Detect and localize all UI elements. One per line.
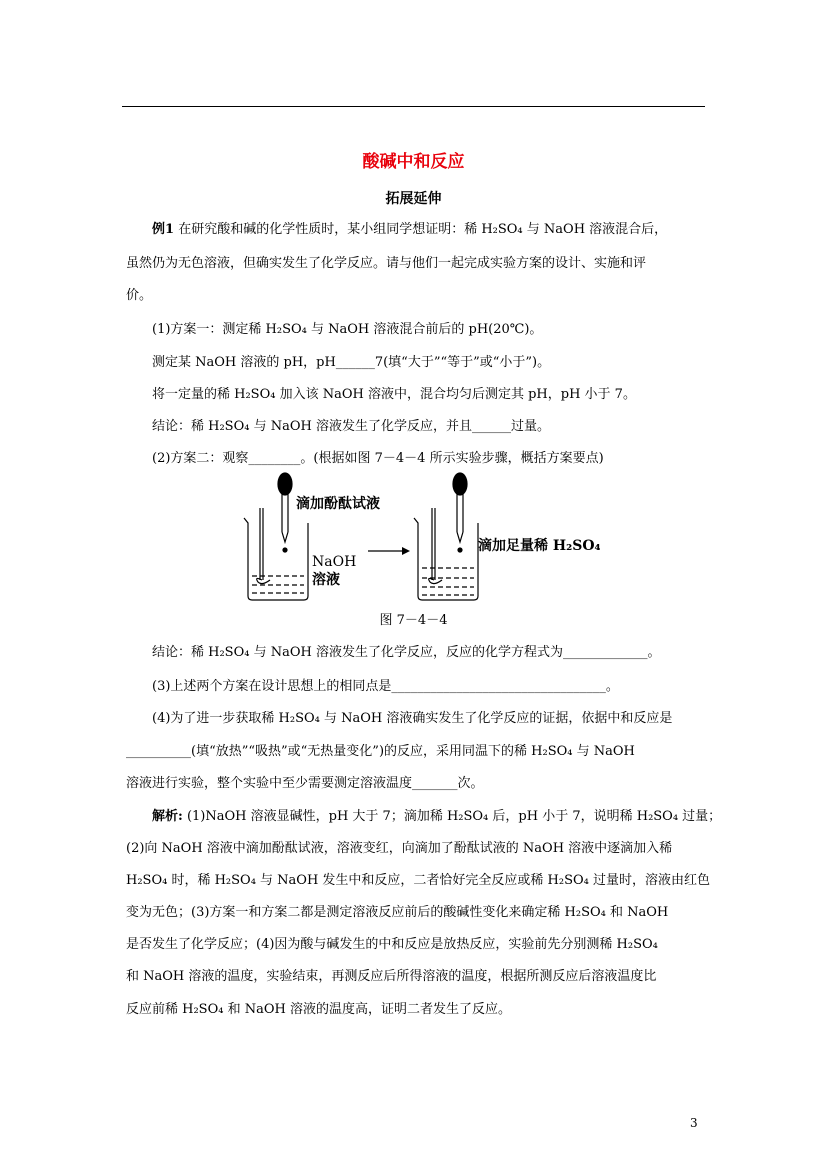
label-naoh: NaOH bbox=[312, 554, 357, 570]
analysis-line-1 bbox=[152, 805, 721, 824]
label-add-phenolphthalein: 滴加酚酞试液 bbox=[296, 496, 380, 512]
page-number: 3 bbox=[690, 1116, 698, 1130]
question-1-line-1: (1)方案一：测定稀 H₂SO₄ 与 NaOH 溶液混合前后的 pH(20℃)。 bbox=[152, 322, 543, 337]
arrow-icon bbox=[368, 547, 410, 555]
analysis-label: 解析: bbox=[152, 809, 183, 824]
analysis-line-2: (2)向 NaOH 溶液中滴加酚酞试液，溶液变红，向滴加了酚酞试液的 NaOH 溶液中逐滴加入稀 bbox=[126, 841, 673, 856]
label-solution: 溶液 bbox=[312, 572, 340, 588]
question-1-line-3: 将一定量的稀 H₂SO₄ 加入该 NaOH 溶液中，混合均匀后测定其 pH，pH 小于 7。 bbox=[152, 387, 636, 402]
beaker-1 bbox=[244, 508, 308, 600]
question-1-line-4: 结论：稀 H₂SO₄ 与 NaOH 溶液发生了化学反应，并且______过量。 bbox=[152, 419, 550, 434]
header-rule bbox=[122, 106, 705, 107]
question-1-line-2: 测定某 NaOH 溶液的 pH，pH______7(填“大于”“等于”或“小于”)。 bbox=[152, 355, 551, 370]
experiment-diagram bbox=[240, 468, 600, 608]
experiment-figure bbox=[240, 468, 600, 612]
analysis-line-4: 变为无色；(3)方案一和方案二都是测定溶液反应前后的酸碱性变化来确定稀 H₂SO₄ 和 NaOH bbox=[126, 905, 669, 920]
question-4-line-3: 溶液进行实验，整个实验中至少需要测定溶液温度_______次。 bbox=[126, 776, 484, 791]
dropper-1 bbox=[278, 473, 292, 552]
question-2-line-1: (2)方案二：观察________。(根据如图 7－4－4 所示实验步骤，概括方案要点) bbox=[152, 451, 604, 466]
example-intro-line-1 bbox=[152, 218, 667, 237]
analysis-line-5: 是否发生了化学反应；(4)因为酸与碱发生的中和反应是放热反应，实验前先分别测稀 H₂SO₄ bbox=[126, 937, 658, 952]
example-intro-line-3: 价。 bbox=[126, 288, 153, 303]
dropper-2 bbox=[453, 473, 467, 552]
question-2-line-2: 结论：稀 H₂SO₄ 与 NaOH 溶液发生了化学反应，反应的化学方程式为_____________。 bbox=[152, 645, 661, 660]
beaker-2 bbox=[414, 508, 478, 600]
question-4-line-1: (4)为了进一步获取稀 H₂SO₄ 与 NaOH 溶液确实发生了化学反应的证据，依据中和反应是 bbox=[152, 711, 673, 726]
example-intro-line-2: 虽然仍为无色溶液，但确实发生了化学反应。请与他们一起完成实验方案的设计、实施和评 bbox=[126, 256, 647, 271]
example-label: 例1 bbox=[152, 222, 175, 237]
question-4-line-2: __________(填“放热”“吸热”或“无热量变化”)的反应，采用同温下的稀 H₂SO₄ 与 NaOH bbox=[126, 744, 635, 759]
analysis-line-3: H₂SO₄ 时，稀 H₂SO₄ 与 NaOH 发生中和反应，二者恰好完全反应或稀 H₂SO₄ 过量时，溶液由红色 bbox=[126, 873, 711, 888]
section-subtitle: 拓展延伸 bbox=[385, 191, 442, 207]
figure-caption: 图 7－4－4 bbox=[379, 613, 448, 628]
page-title: 酸碱中和反应 bbox=[362, 152, 465, 172]
analysis-line-6: 和 NaOH 溶液的温度，实验结束，再测反应后所得溶液的温度，根据所测反应后溶液温度比 bbox=[126, 969, 657, 984]
analysis-line-7: 反应前稀 H₂SO₄ 和 NaOH 溶液的温度高，证明二者发生了反应。 bbox=[126, 1002, 511, 1017]
example-intro-text-1: 在研究酸和碱的化学性质时，某小组同学想证明：稀 H₂SO₄ 与 NaOH 溶液混合后， bbox=[178, 222, 668, 237]
question-3-line-1: (3)上述两个方案在设计思想上的相同点是_________________________________。 bbox=[152, 679, 619, 694]
analysis-text-1: (1)NaOH 溶液显碱性，pH 大于 7；滴加稀 H₂SO₄ 后，pH 小于 7，说明稀 H₂SO₄ 过量； bbox=[186, 809, 722, 824]
label-add-h2so4: 滴加足量稀 H₂SO₄ bbox=[478, 538, 600, 554]
